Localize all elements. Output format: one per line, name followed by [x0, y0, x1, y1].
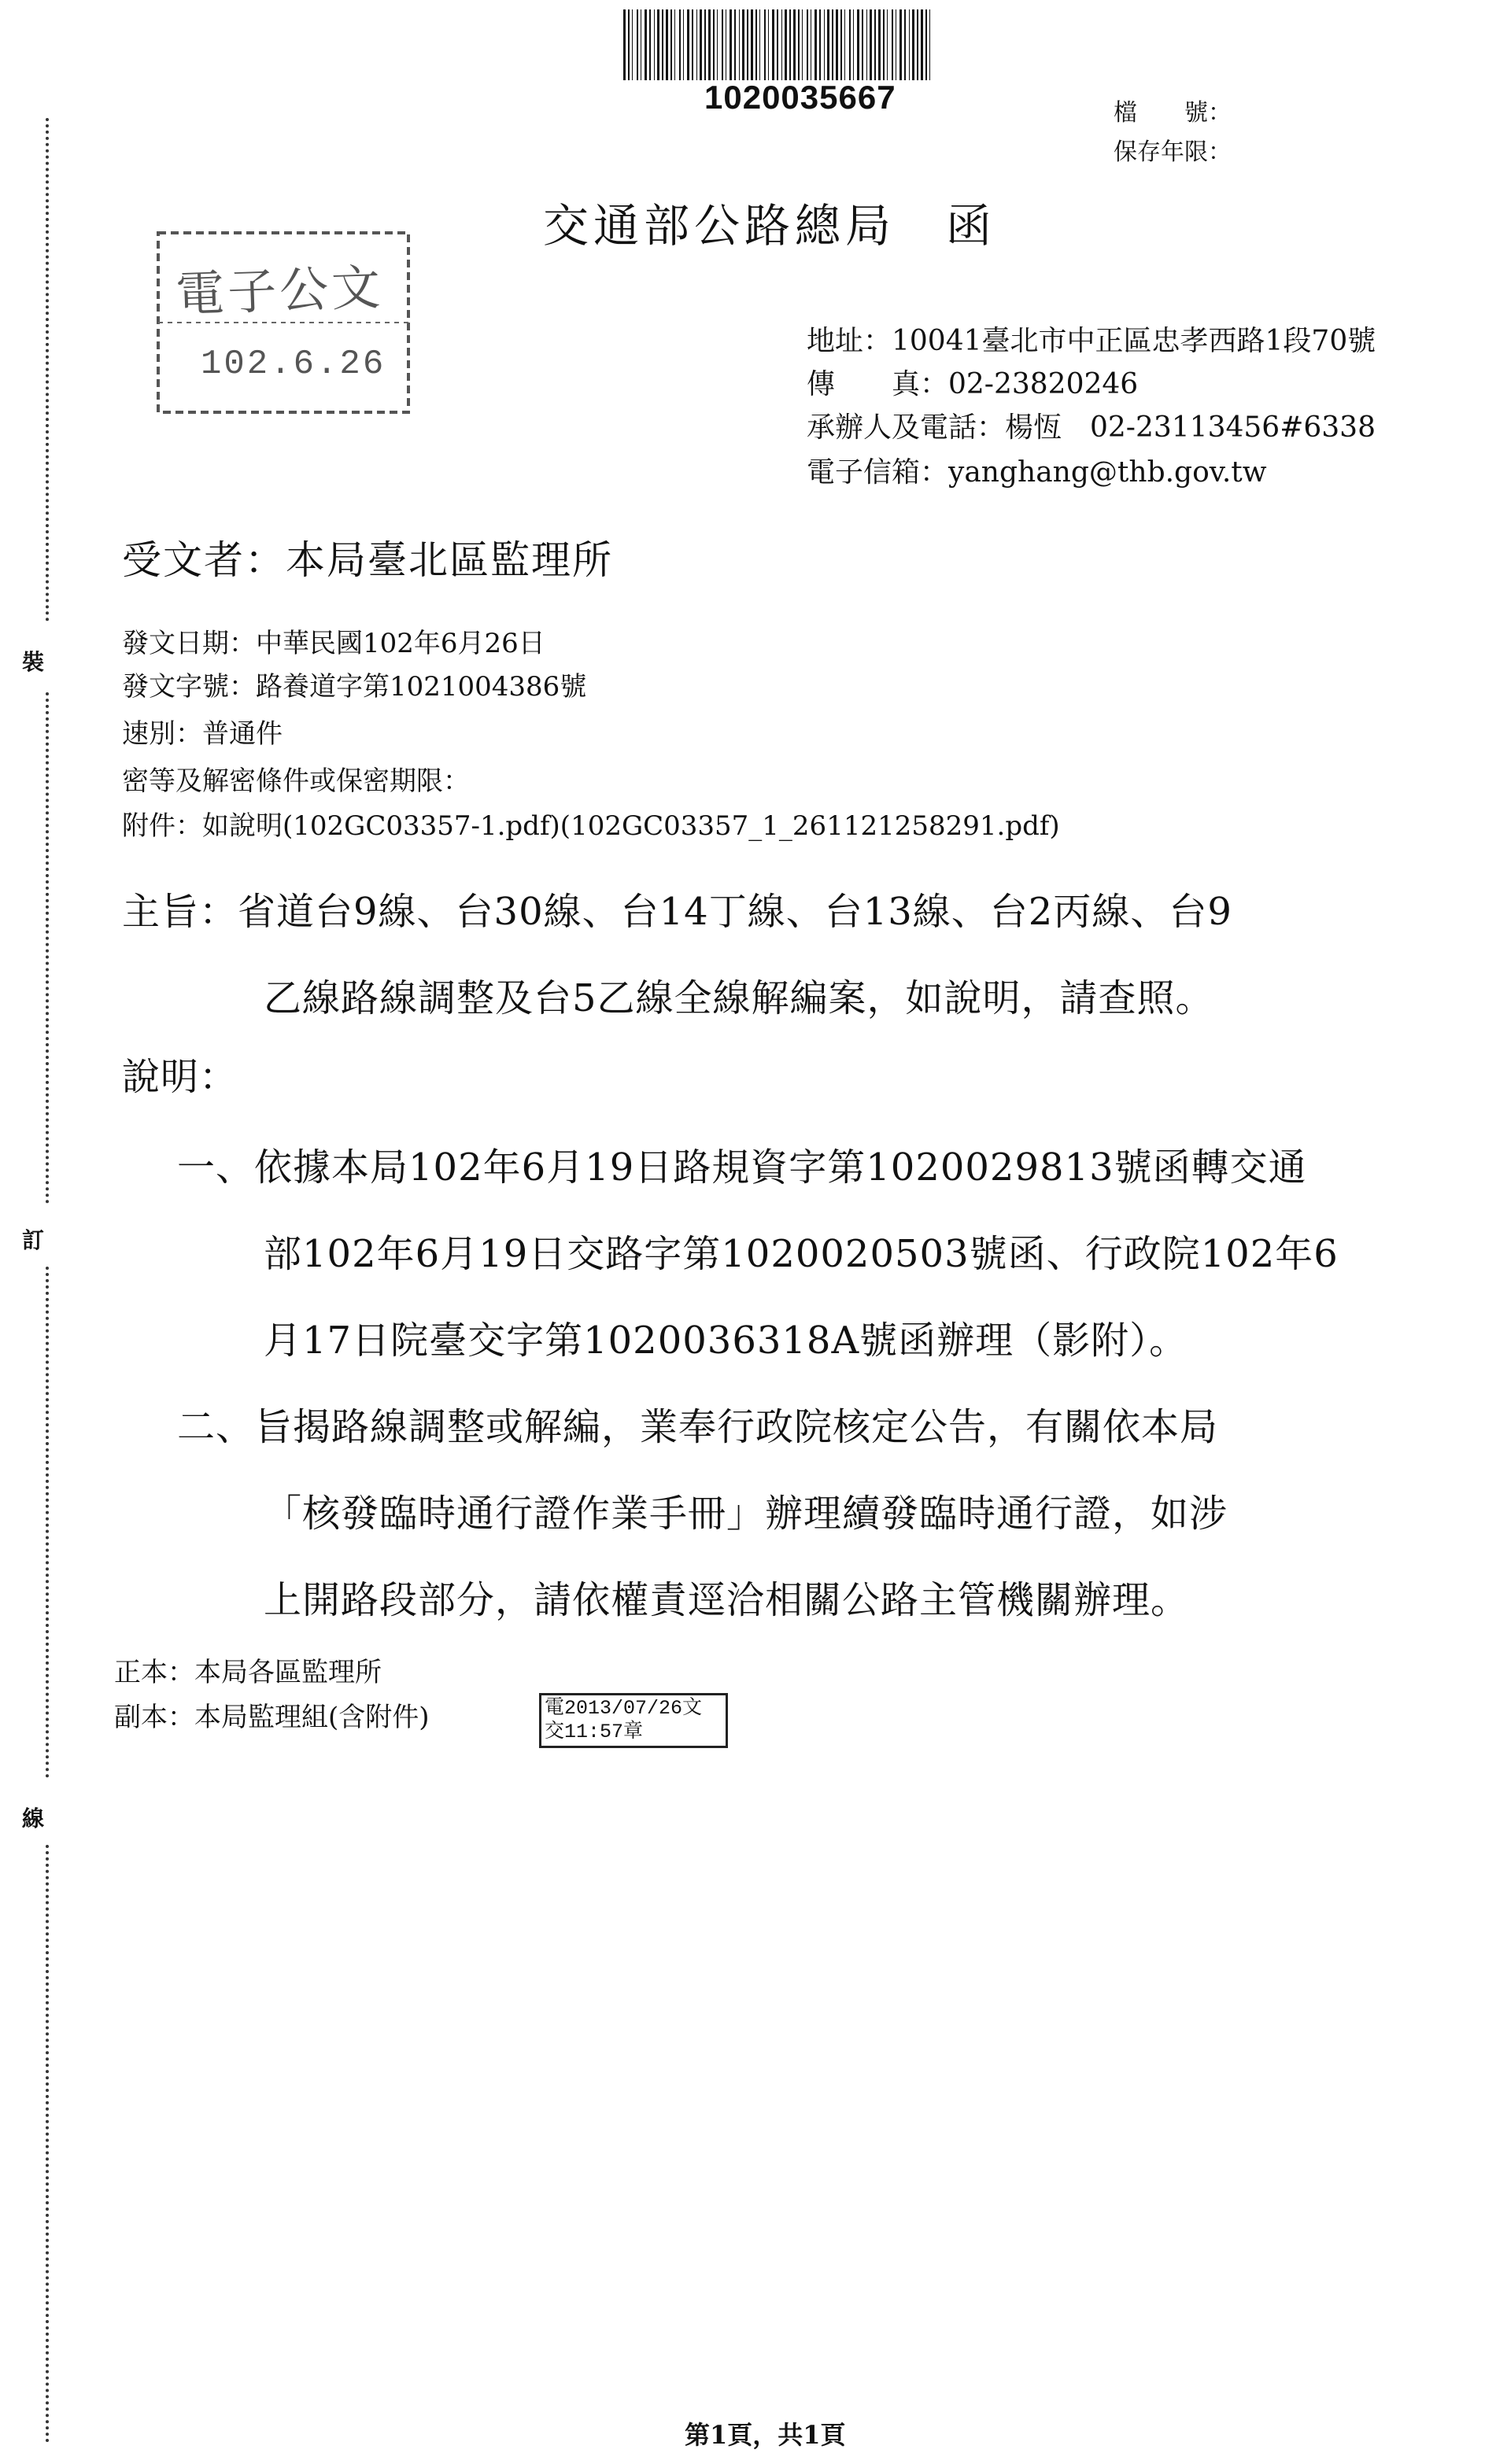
stamp-date: 102.6.26: [201, 345, 386, 384]
barcode-bar: [777, 9, 778, 80]
barcode-bar: [912, 9, 914, 80]
barcode-bar: [734, 9, 736, 80]
binding-mark-zhuang: 裝: [22, 649, 45, 675]
explanation-item-2-line-2: 「核發臨時通行證作業手冊」辦理續發臨時通行證，如涉: [264, 1492, 1228, 1536]
barcode-bar: [892, 9, 893, 80]
barcode-bar: [909, 9, 910, 80]
barcode-bar: [853, 9, 854, 80]
barcode-bar: [755, 9, 757, 80]
barcode-number: 1020035667: [704, 79, 896, 116]
barcode-bar: [921, 9, 923, 80]
barcode-bar: [751, 9, 753, 80]
barcode-bar: [819, 9, 821, 80]
document-number: 發文字號：路養道字第1021004386號: [122, 671, 587, 703]
binding-line-bottom: [46, 1845, 49, 2443]
barcode-bar: [866, 9, 867, 80]
barcode-bar: [670, 9, 672, 80]
barcode-bar: [657, 9, 659, 80]
barcode-bar: [789, 9, 791, 80]
barcode-bar: [814, 9, 817, 80]
barcode-bar: [722, 9, 723, 80]
barcode-bar: [679, 9, 681, 80]
binding-line-middle: [46, 692, 49, 1204]
issue-date: 發文日期：中華民國102年6月26日: [122, 628, 545, 659]
binding-mark-xian: 線: [22, 1806, 45, 1831]
barcode-bar: [692, 9, 693, 80]
barcode-bar: [704, 9, 706, 80]
barcode-bar: [700, 9, 702, 80]
receipt-stamp: [539, 1693, 728, 1748]
secrecy-level: 密等及解密條件或保密期限：: [122, 765, 470, 797]
barcode-bar: [781, 9, 782, 80]
electronic-document-stamp: [153, 228, 413, 417]
explanation-item-1-line-1: 一、依據本局102年6月19日路規資字第1020029813號函轉交通: [177, 1145, 1307, 1190]
original-recipient: 正本：本局各區監理所: [114, 1657, 382, 1688]
barcode-bar: [764, 9, 766, 80]
barcode-bar: [645, 9, 647, 80]
barcode-bar: [883, 9, 885, 80]
barcode-bar: [899, 9, 902, 80]
receipt-stamp-line-2: 交11:57章: [545, 1721, 644, 1743]
receipt-stamp-line-1: 電2013/07/26文: [545, 1697, 703, 1720]
barcode-bar: [623, 9, 626, 80]
sender-fax: 傳 真：02-23820246: [807, 368, 1139, 400]
barcode-bar: [802, 9, 803, 80]
sender-email: 電子信箱：yanghang@thb.gov.tw: [807, 456, 1267, 489]
explanation-item-2-line-1: 二、旨揭路線調整或解編，業奉行政院核定公告，有關依本局: [177, 1405, 1219, 1449]
binding-line-top: [46, 118, 49, 622]
barcode-bar: [772, 9, 774, 80]
barcode-bar: [708, 9, 711, 80]
barcode-bar: [674, 9, 675, 80]
barcode-bar: [654, 9, 655, 80]
barcode-bar: [862, 9, 863, 80]
barcode-bar: [739, 9, 740, 80]
explanation-item-1-line-3: 月17日院臺交字第1020036318A號函辦理（影附）。: [264, 1319, 1188, 1363]
barcode-bar: [929, 9, 930, 80]
barcode-bar: [925, 9, 927, 80]
barcode-bar: [742, 9, 744, 80]
barcode-bar: [844, 9, 845, 80]
barcode-bar: [717, 9, 718, 80]
barcode-bar: [637, 9, 638, 80]
stamp-line-1: 電子公文: [174, 258, 385, 323]
barcode-bar: [649, 9, 651, 80]
barcode: [622, 9, 936, 80]
recipient: 受文者：本局臺北區監理所: [122, 537, 613, 583]
barcode-bar: [632, 9, 633, 80]
sender-address: 地址：10041臺北市中正區忠孝西路1段70號: [807, 325, 1376, 357]
subject-line-1: 主旨：省道台9線、台30線、台14丁線、台13線、台2丙線、台9: [122, 890, 1232, 934]
barcode-bar: [628, 9, 630, 80]
subject-line-2: 乙線路線調整及台5乙線全線解編案，如說明，請查照。: [264, 976, 1214, 1020]
delivery-speed: 速別：普通件: [122, 718, 283, 750]
barcode-bar: [798, 9, 800, 80]
barcode-bar: [887, 9, 888, 80]
barcode-bar: [824, 9, 825, 80]
barcode-bar: [730, 9, 732, 80]
barcode-bar: [785, 9, 787, 80]
explanation-item-1-line-2: 部102年6月19日交路字第1020020503號函、行政院102年6: [264, 1232, 1339, 1276]
barcode-bar: [904, 9, 906, 80]
explanation-item-2-line-3: 上開路段部分，請依權責逕洽相關公路主管機關辦理。: [264, 1578, 1190, 1622]
barcode-bar: [807, 9, 808, 80]
page-number: 第1頁，共1頁: [685, 2420, 846, 2450]
barcode-bar: [759, 9, 760, 80]
binding-line-lower: [46, 1267, 49, 1778]
barcode-bar: [768, 9, 769, 80]
barcode-bar: [662, 9, 663, 80]
copy-recipient: 副本：本局監理組(含附件): [114, 1702, 430, 1733]
barcode-bar: [917, 9, 918, 80]
barcode-bar: [849, 9, 851, 80]
sender-contact: 承辦人及電話：楊恆 02-23113456#6338: [807, 411, 1376, 444]
explanation-heading: 說明：: [122, 1055, 238, 1099]
document-title: 交通部公路總局 函: [543, 199, 997, 253]
barcode-bar: [878, 9, 881, 80]
attachment: 附件：如說明(102GC03357-1.pdf)(102GC03357_1_261121258291.pdf): [122, 810, 1060, 842]
file-number-label: 檔 號：: [1114, 99, 1232, 127]
binding-mark-ding: 訂: [22, 1227, 45, 1253]
barcode-bar: [666, 9, 668, 80]
barcode-bar: [874, 9, 876, 80]
barcode-bar: [836, 9, 838, 80]
barcode-bar: [870, 9, 872, 80]
barcode-bar: [696, 9, 697, 80]
barcode-bar: [713, 9, 715, 80]
barcode-bar: [832, 9, 833, 80]
retention-label: 保存年限：: [1114, 138, 1232, 166]
barcode-bar: [827, 9, 829, 80]
barcode-bar: [793, 9, 796, 80]
barcode-bar: [857, 9, 859, 80]
barcode-bar: [840, 9, 842, 80]
barcode-bar: [687, 9, 689, 80]
barcode-bar: [747, 9, 748, 80]
barcode-bar: [683, 9, 684, 80]
